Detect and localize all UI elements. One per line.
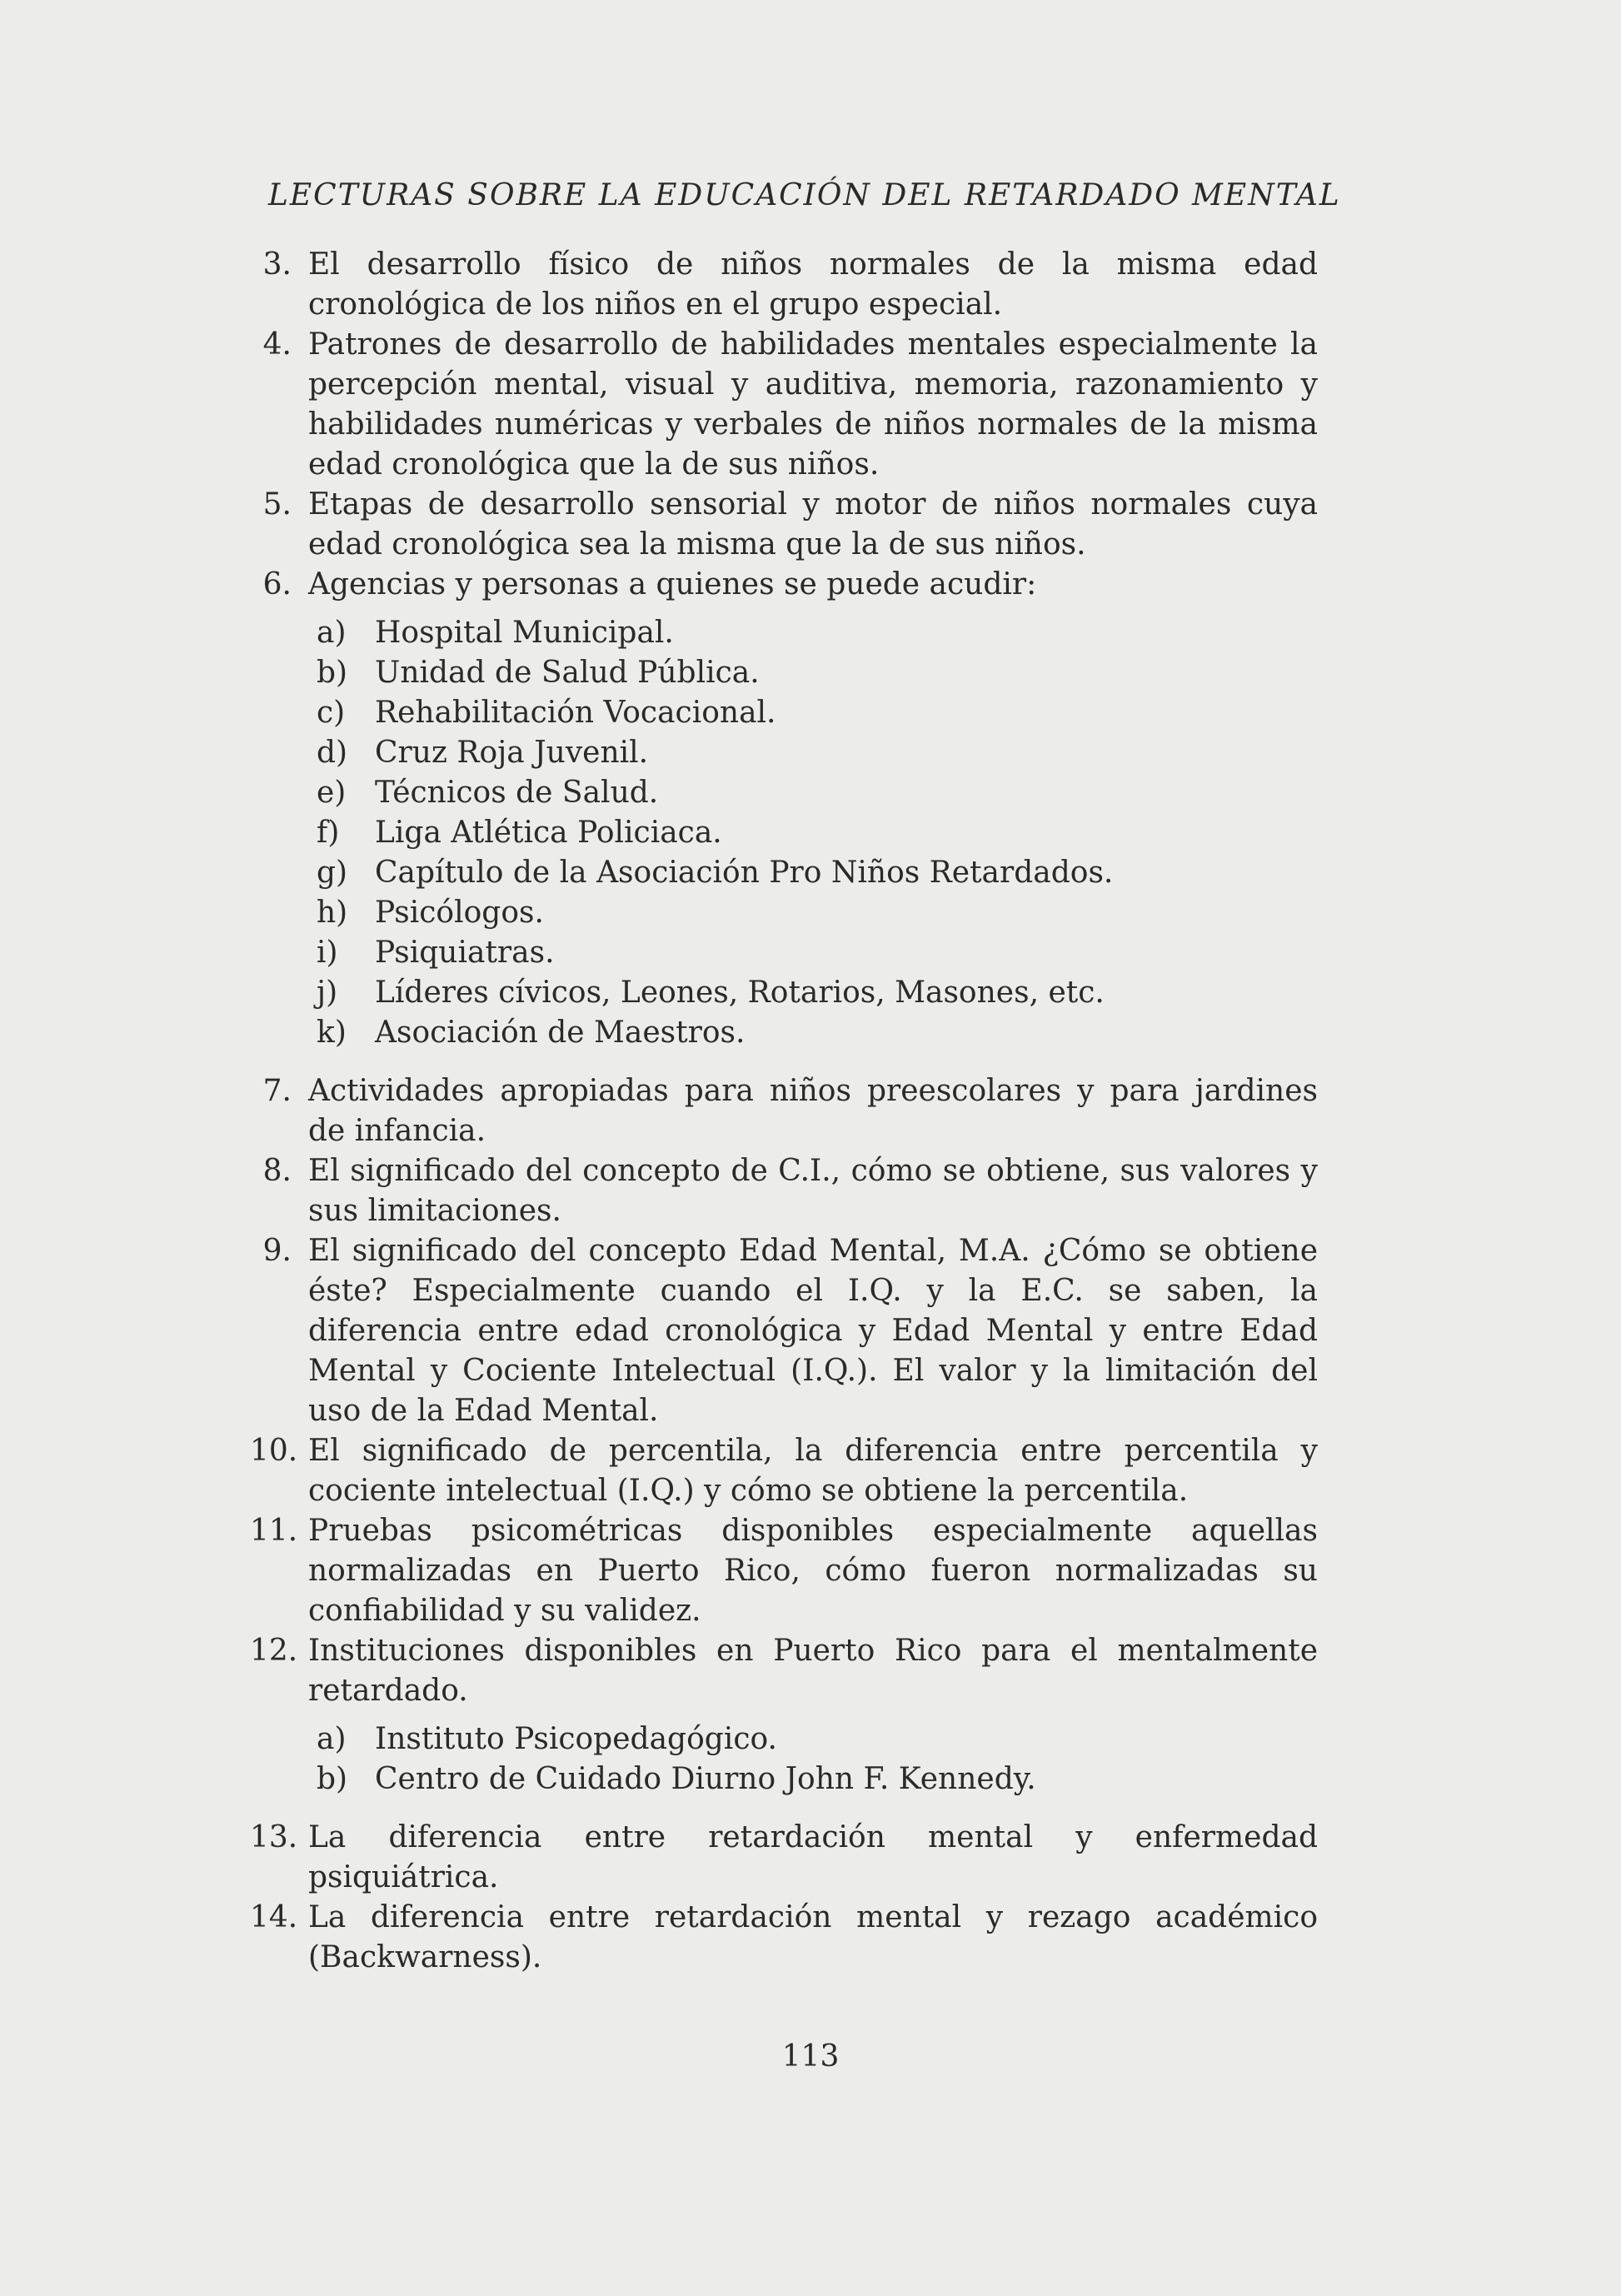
sub-item-label: b) [317, 656, 348, 690]
sub-list-item [250, 693, 1318, 733]
item-number: 13. [250, 1820, 298, 1854]
list-item [250, 1431, 1318, 1511]
sub-list-item [250, 613, 1318, 653]
sub-item-label: j) [317, 976, 338, 1010]
sub-item-label: b) [317, 1762, 348, 1796]
sub-item-label: e) [317, 776, 347, 810]
sub-item-text: Unidad de Salud Pública. [375, 656, 760, 690]
sub-item-text: Centro de Cuidado Diurno John F. Kennedy. [375, 1762, 1036, 1796]
page-body [250, 245, 1318, 1978]
list-item [250, 245, 1318, 325]
list-item [250, 1151, 1318, 1231]
list-item [250, 1511, 1318, 1631]
sub-list-item [250, 733, 1318, 773]
item-text: Etapas de desarrollo sensorial y motor de niños normales cuya edad cronológica sea la misma que la de sus niños. [308, 487, 1318, 562]
sub-item-text: Instituto Psicopedagógico. [375, 1722, 777, 1756]
item-number: 8. [262, 1154, 292, 1188]
sub-item-text: Asociación de Maestros. [375, 1016, 746, 1050]
sub-list-item [250, 973, 1318, 1013]
item-number: 4. [262, 327, 292, 362]
sub-item-text: Psicólogos. [375, 896, 544, 930]
item-text: La diferencia entre retardación mental y rezago académico (Backwarness). [308, 1900, 1318, 1974]
sub-item-text: Técnicos de Salud. [375, 776, 659, 810]
sub-item-label: d) [317, 736, 348, 770]
sub-item-text: Psiquiatras. [375, 936, 555, 970]
list-item [250, 1818, 1318, 1898]
list-item [250, 565, 1318, 605]
sub-list-item [250, 813, 1318, 853]
item-number: 12. [250, 1634, 298, 1668]
item-number: 11. [250, 1514, 298, 1548]
sub-list-item [250, 653, 1318, 693]
item-text: El significado del concepto Edad Mental, M.A. ¿Cómo se obtiene éste? Especialmente cuando el I.Q. y la E.C. se saben, la diferencia entre edad cronológica y Edad Mental y entre Edad Mental y Cociente Intelectual (I.Q.). El valor y la limitación del uso de la Edad Mental. [308, 1234, 1318, 1428]
item-text: Agencias y personas a quienes se puede acudir: [308, 567, 1037, 601]
list-item [250, 485, 1318, 565]
sub-item-label: g) [317, 856, 348, 890]
item-text: La diferencia entre retardación mental y enfermedad psiquiátrica. [308, 1820, 1318, 1894]
list-item [250, 1231, 1318, 1431]
sub-item-label: i) [317, 936, 338, 970]
item-number: 3. [262, 247, 292, 282]
item-text: Patrones de desarrollo de habilidades mentales especialmente la percepción mental, visual y auditiva, memoria, razonamiento y habilidades numéricas y verbales de niños normales de la misma edad cronológica que la de sus niños. [308, 327, 1318, 482]
item-text: Actividades apropiadas para niños preescolares y para jardines de infancia. [308, 1074, 1318, 1148]
sub-item-label: c) [317, 696, 346, 730]
sub-list-item [250, 853, 1318, 893]
sub-item-text: Rehabilitación Vocacional. [375, 696, 776, 730]
sub-item-text: Líderes cívicos, Leones, Rotarios, Masones, etc. [375, 976, 1105, 1010]
item-number: 5. [262, 487, 292, 522]
sub-item-label: k) [317, 1016, 347, 1050]
sub-item-text: Liga Atlética Policiaca. [375, 816, 722, 850]
sub-list-item [250, 1013, 1318, 1053]
list-item [250, 1071, 1318, 1151]
sub-list-item [250, 1759, 1318, 1799]
sub-list-item [250, 773, 1318, 813]
sub-item-text: Hospital Municipal. [375, 616, 674, 650]
agencies-list [250, 613, 1318, 1053]
item-number: 14. [250, 1900, 298, 1934]
sub-item-label: a) [317, 1722, 347, 1756]
sub-item-label: f) [317, 816, 340, 850]
list-item [250, 1898, 1318, 1978]
sub-item-label: h) [317, 896, 348, 930]
list-item [250, 325, 1318, 485]
sub-list-item [250, 933, 1318, 973]
sub-list-item [250, 893, 1318, 933]
item-text: El desarrollo físico de niños normales de la misma edad cronológica de los niños en el grupo especial. [308, 247, 1318, 322]
sub-item-text: Capítulo de la Asociación Pro Niños Retardados. [375, 856, 1114, 890]
item-text: El significado del concepto de C.I., cómo se obtiene, sus valores y sus limitaciones. [308, 1154, 1318, 1228]
item-number: 10. [250, 1434, 298, 1468]
running-header: LECTURAS SOBRE LA EDUCACIÓN DEL RETARDADO MENTAL [268, 178, 1341, 212]
list-item [250, 1631, 1318, 1711]
item-text: Pruebas psicométricas disponibles especialmente aquellas normalizadas en Puerto Rico, cómo fueron normalizadas su confiabilidad y su validez. [308, 1514, 1318, 1628]
item-number: 6. [262, 567, 292, 601]
item-number: 9. [262, 1234, 292, 1268]
item-number: 7. [262, 1074, 292, 1108]
sub-item-label: a) [317, 616, 347, 650]
item-text: Instituciones disponibles en Puerto Rico para el mentalmente retardado. [308, 1634, 1318, 1708]
sub-item-text: Cruz Roja Juvenil. [375, 736, 649, 770]
item-text: El significado de percentila, la diferencia entre percentila y cociente intelectual (I.Q.) y cómo se obtiene la percentila. [308, 1434, 1318, 1508]
institutions-list [250, 1720, 1318, 1799]
sub-list-item [250, 1720, 1318, 1759]
page-number: 113 [781, 2039, 840, 2074]
